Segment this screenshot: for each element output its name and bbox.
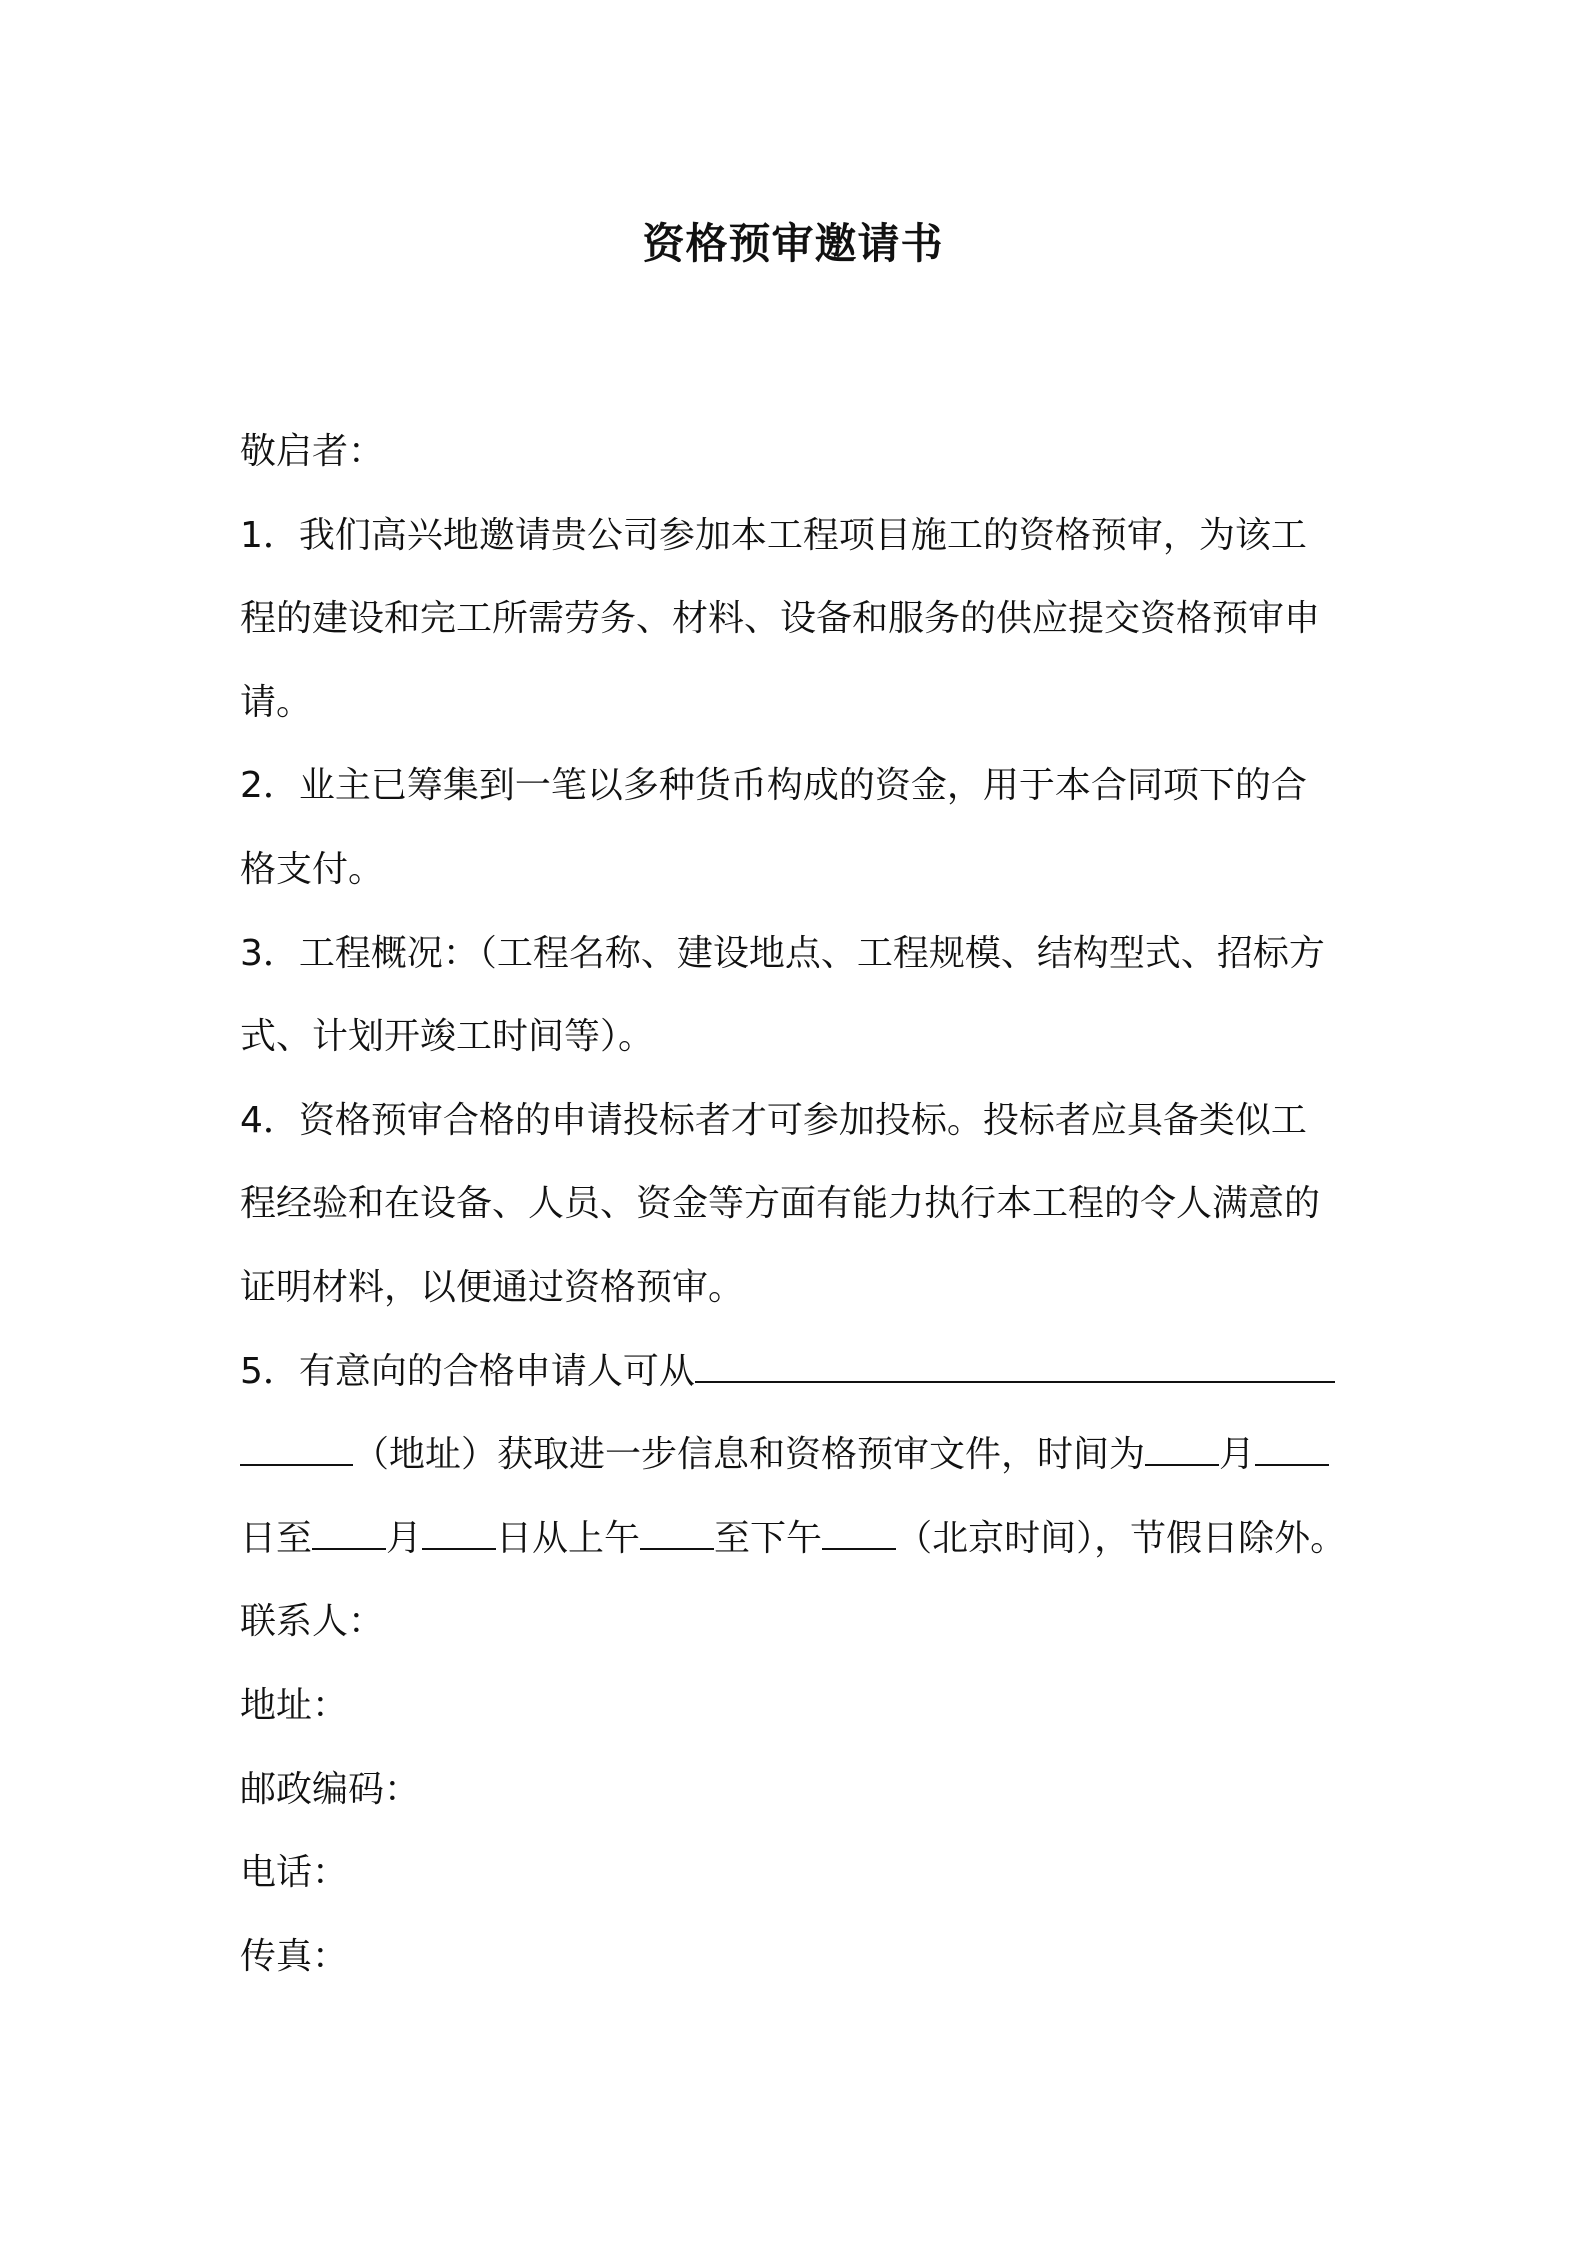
day-from-am-label: 日从上午 [496,1517,641,1559]
paragraph-1-line-1: 1．我们高兴地邀请贵公司参加本工程项目施工的资格预审，为该工 [240,514,1307,556]
salutation: 敬启者： [240,431,385,472]
beijing-time-label: （北京时间），节假日除外。 [896,1517,1347,1559]
start-day-blank [1255,1430,1329,1466]
paragraph-1-line-3: 请。 [240,681,313,723]
paragraph-2-line-1: 2．业主已筹集到一笔以多种货币构成的资金，用于本合同项下的合 [240,765,1307,807]
phone-label: 电话： [240,1852,349,1894]
address-label-text: （地址）获取进一步信息和资格预审文件，时间为 [353,1434,1146,1476]
paragraph-4-line-2: 程经验和在设备、人员、资金等方面有能力执行本工程的令人满意的 [240,1183,1321,1225]
paragraph-4-line-3: 证明材料，以便通过资格预审。 [240,1266,745,1308]
end-month-blank [312,1514,386,1550]
paragraph-4-line-1: 4．资格预审合格的申请投标者才可参加投标。投标者应具备类似工 [240,1099,1307,1141]
contact-address-label: 地址： [240,1684,349,1726]
am-time-blank [640,1514,714,1550]
document-title: 资格预审邀请书 [642,219,944,268]
to-pm-label: 至下午 [714,1517,823,1559]
paragraph-1-line-2: 程的建设和完工所需劳务、材料、设备和服务的供应提交资格预审申 [240,598,1321,640]
document-body [240,410,1360,1998]
fax-label: 传真： [240,1935,349,1977]
postal-code-label: 邮政编码： [240,1768,421,1810]
source-blank [695,1347,1335,1383]
end-day-blank [422,1514,496,1550]
month-label-1: 月 [1219,1434,1256,1476]
paragraph-3-line-1: 3．工程概况：（工程名称、建设地点、工程规模、结构型式、招标方 [240,932,1325,974]
paragraph-5-line-3 [240,1497,1360,1581]
paragraph-3-line-2: 式、计划开竣工时间等）。 [240,1016,655,1058]
month-label-2: 月 [386,1517,423,1559]
pm-time-blank [822,1514,896,1550]
paragraph-5-line-1 [240,1330,1360,1414]
paragraph-5-line-2 [240,1413,1360,1497]
paragraph-2-line-2: 格支付。 [240,848,385,890]
start-month-blank [1145,1430,1219,1466]
contact-person-label: 联系人： [240,1601,385,1643]
paragraph-5-prefix: 5．有意向的合格申请人可从 [240,1350,695,1392]
day-to-label: 日至 [240,1517,313,1559]
address-blank [240,1430,353,1466]
